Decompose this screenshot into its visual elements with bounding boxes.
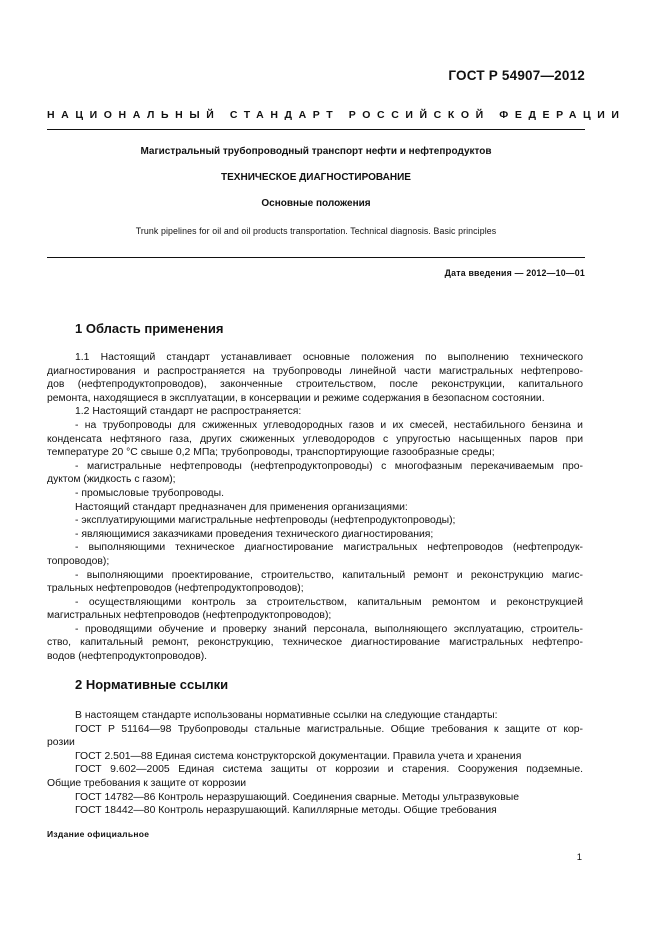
document-title-english: Trunk pipelines for oil and oil products transportation. Technical diagnosis. Basic principles	[135, 226, 497, 236]
body-line: ГОСТ 9.602—2005 Единая система защиты от коррозии и старения. Сооружения подземные.	[75, 764, 583, 776]
body-line: тральных нефтепроводов (нефтепродуктопроводов);	[47, 583, 304, 595]
body-line: магистральных нефтепроводов (нефтепродуктопроводов);	[47, 610, 332, 622]
body-line: ГОСТ Р 51164—98 Трубопроводы стальные магистральные. Общие требования к защите от кор-	[75, 723, 583, 735]
body-line: - выполняющими проектирование, строительство, капитальный ремонт и реконструкцию магис-	[75, 569, 583, 581]
body-line: ГОСТ 14782—86 Контроль неразрушающий. Соединения сварные. Методы ультразвуковые	[75, 791, 519, 803]
section-1-body	[47, 351, 583, 664]
body-line: дов (нефтепродуктопроводов), законченные строительством, после реконструкции, капитального	[47, 379, 583, 391]
body-line: - проводящими обучение и проверку знаний персонала, выполняющего эксплуатацию, строитель-	[75, 623, 583, 635]
body-line: - эксплуатирующими магистральные нефтепроводы (нефтепродуктопроводы);	[75, 515, 456, 527]
document-title-line2: ТЕХНИЧЕСКОЕ ДИАГНОСТИРОВАНИЕ	[221, 172, 411, 183]
body-line: розии	[47, 737, 75, 749]
effective-date: Дата введения — 2012—10—01	[444, 268, 585, 278]
body-line: 1.2 Настоящий стандарт не распространяется:	[75, 406, 302, 418]
body-line: 1.1 Настоящий стандарт устанавливает основные положения по выполнению технического	[75, 352, 583, 363]
section-1-heading: 1 Область применения	[75, 321, 224, 336]
body-line: диагностирования и распространяется на трубопроводы линейной части магистральных нефтепрово-	[47, 365, 583, 377]
top-divider	[47, 129, 585, 130]
body-line: дуктом (жидкость с газом);	[47, 474, 176, 486]
title-divider	[47, 257, 585, 258]
body-line: топроводов);	[47, 555, 110, 567]
standard-designation: ГОСТ Р 54907—2012	[448, 68, 585, 83]
body-line: ство, капитальный ремонт, реконструкцию, техническое диагностирование магистральных нефтепро-	[47, 637, 583, 649]
body-line: ГОСТ 2.501—88 Единая система конструкторской документации. Правила учета и хранения	[75, 750, 522, 762]
body-line: водов (нефтепродуктопроводов).	[47, 651, 208, 663]
body-line: - являющимися заказчиками проведения технического диагностирования;	[75, 528, 434, 540]
body-line: - промысловые трубопроводы.	[75, 487, 224, 499]
body-line: Общие требования к защите от коррозии	[47, 777, 247, 789]
national-standard-heading: НАЦИОНАЛЬНЫЙ СТАНДАРТ РОССИЙСКОЙ ФЕДЕРАЦИИ	[47, 109, 626, 121]
body-line: - выполняющими техническое диагностирование магистральных нефтепроводов (нефтепродук-	[75, 542, 583, 554]
body-line: - осуществляющими контроль за строительством, капитальным ремонтом и реконструкцией	[75, 596, 583, 608]
body-line: температуре 20 °С свыше 0,2 МПа; трубопроводы, транспортирующие газообразные среды;	[47, 447, 495, 459]
official-edition-label: Издание официальное	[47, 829, 150, 839]
body-line: - на трубопроводы для сжиженных углеводородных газов и их смесей, нестабильного бензина и	[75, 419, 583, 431]
section-2-body	[47, 709, 583, 818]
document-title-line3: Основные положения	[261, 198, 371, 209]
body-line: В настоящем стандарте использованы нормативные ссылки на следующие стандарты:	[75, 710, 498, 721]
body-line: Настоящий стандарт предназначен для применения организациями:	[75, 501, 408, 513]
document-title-line1: Магистральный трубопроводный транспорт нефти и нефтепродуктов	[140, 146, 492, 157]
body-line: - магистральные нефтепроводы (нефтепродуктопроводы) с многофазным перекачиваемым про-	[75, 460, 583, 472]
body-line: ремонта, находящиеся в эксплуатации, в консервации и режиме содержания в безопасном состоянии.	[47, 392, 545, 404]
body-line: конденсата нефтяного газа, других сжиженных углеводородов с упругостью насыщенных паров при	[47, 433, 583, 445]
section-2-heading: 2 Нормативные ссылки	[75, 677, 229, 692]
page-number: 1	[576, 852, 582, 863]
body-line: ГОСТ 18442—80 Контроль неразрушающий. Капиллярные методы. Общие требования	[75, 805, 497, 817]
